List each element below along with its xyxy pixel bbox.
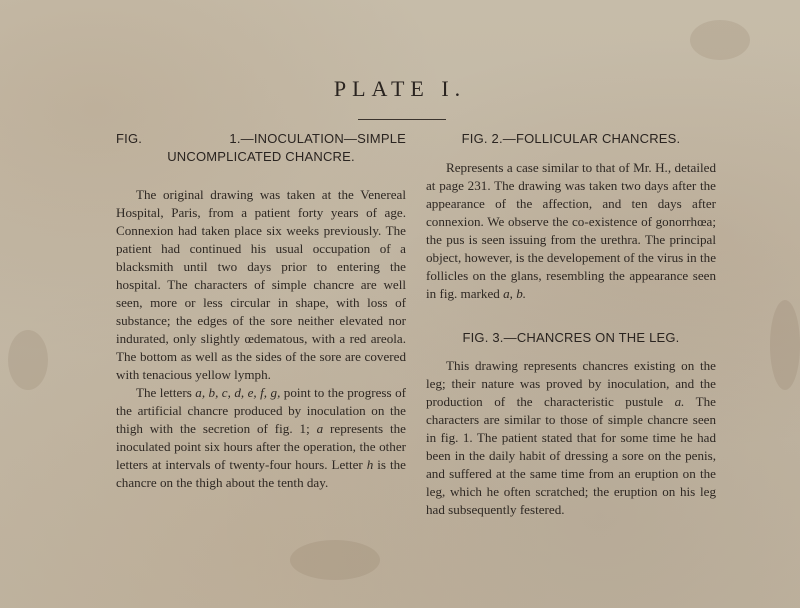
fig3-heading: FIG. 3.—CHANCRES ON THE LEG. xyxy=(462,330,680,345)
fig1-p2-text-d: is the chancre on the thigh about the tenth day. xyxy=(116,457,406,490)
fig1-p2-letters: a, b, c, d, e, f, g, xyxy=(195,385,281,400)
fig1-p2-text-c: represents the inoculated point six hours after the operation, the other letters at intervals of twenty-four hours. Letter xyxy=(116,421,406,472)
fig3-text-a: This drawing represents chancres existing on the leg; their nature was proved by inoculation, and the production of the characteristic pustule xyxy=(426,358,716,409)
fig1-heading: FIG. 1.—INOCULATION—SIMPLE UNCOMPLICATED CHANCRE. xyxy=(116,131,406,164)
fig1-paragraph-1: The original drawing was taken at the Venereal Hospital, Paris, from a patient forty years of age. Connexion had taken place six weeks previously. The patient had continued his usual occupation of a blacksmith until two days prior to entering the hospital. The characters of simple chancre are well seen, more or less circular in shape, with loss of substance; the edges of the sore neither elevated nor indurated, only slightly œdematous, with a red areola. The bottom as well as the sides of the sore are covered with tenacious yellow lymph. xyxy=(116,187,406,382)
paper-stain xyxy=(690,20,750,60)
paper-stain xyxy=(770,300,800,390)
left-column xyxy=(116,130,406,492)
fig2-letters: a, b. xyxy=(503,286,527,301)
fig2-text: Represents a case similar to that of Mr. H., detailed at page 231. The drawing was taken two days after the appearance of the affection, and ten days after connexion. We observe the co-existence of gonorrhœa; the pus is seen issuing from the urethra. The principal object, however, is the developement of the virus in the follicles on the glans, resembling the appearance seen in fig. marked xyxy=(426,160,716,301)
fig2-paragraph xyxy=(426,159,716,303)
plate-title: PLATE I. xyxy=(333,76,467,101)
paper-stain xyxy=(8,330,48,390)
fig1-paragraph-2 xyxy=(116,384,406,492)
fig3-paragraph xyxy=(426,357,716,519)
paper-stain xyxy=(290,540,380,580)
title-rule xyxy=(358,119,446,120)
fig1-p2-text-a: The letters xyxy=(136,385,196,400)
fig1-p2-letter-h: h xyxy=(366,457,374,472)
fig1-p2-text-b: point to the progress of the artificial chancre produced by inoculation on the thigh with the secretion of fig. 1; xyxy=(116,385,406,436)
fig3-letter-a: a. xyxy=(674,394,685,409)
right-column xyxy=(426,130,716,519)
fig3-text-b: The characters are similar to those of simple chancre seen in fig. 1. The patient stated that for some time he had been in the daily habit of dressing a sore on the penis, and suffered at the same time from an eruption on the leg, which he often scratched; the eruption on his leg had subsequently festered. xyxy=(426,394,716,517)
fig2-heading: FIG. 2.—FOLLICULAR CHANCRES. xyxy=(461,131,681,146)
fig1-p2-letter-a: a xyxy=(316,421,324,436)
